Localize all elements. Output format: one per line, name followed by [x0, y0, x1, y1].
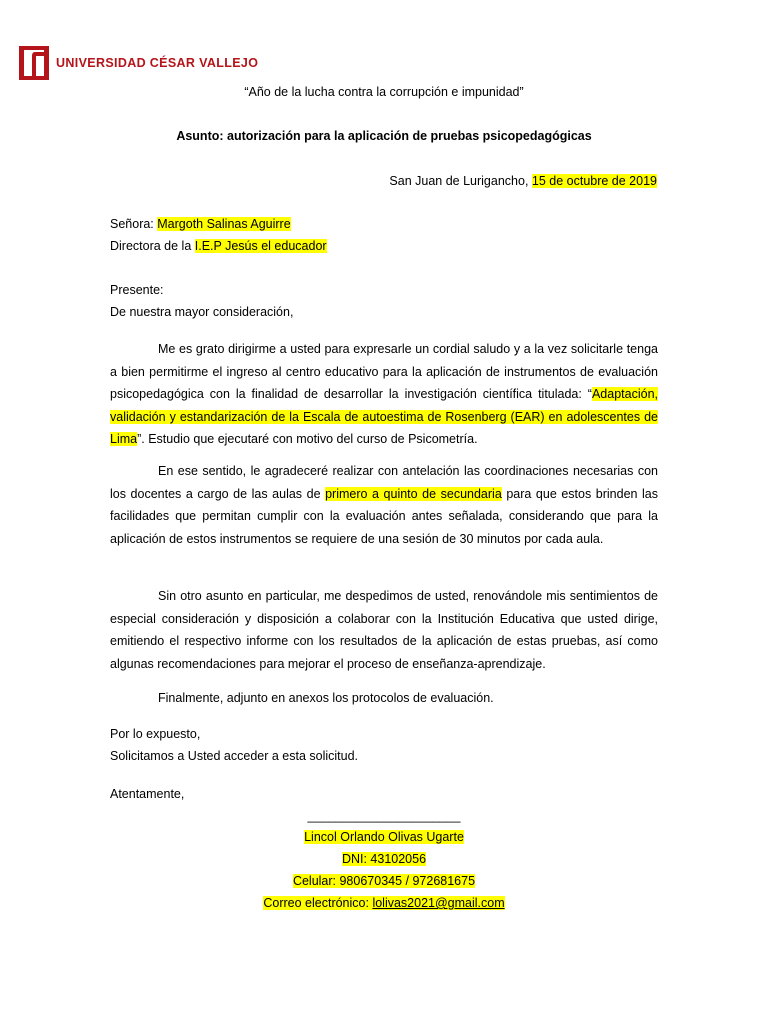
present-line: Presente: [110, 283, 164, 297]
paragraph-1 [110, 338, 658, 451]
paragraph-2-end: para que estos brinden las facilidades que permitan cumplir con la evaluación antes señalada, considerando que para la aplicación de estos instrumentos se requiere de una sesión de 30 minutos por cada aula. [110, 486, 659, 546]
paragraph-1-end: ”. Estudio que ejecutaré con motivo del curso de Psicometría. [137, 432, 478, 446]
closing-expuesto: Por lo expuesto, [110, 727, 201, 741]
ucv-logo-icon [19, 46, 49, 80]
signature-email-link[interactable]: lolivas2021@gmail.com [372, 896, 505, 910]
paragraph-2 [110, 460, 658, 550]
letter-subject: Asunto: autorización para la aplicación de pruebas psicopedagógicas [176, 129, 592, 143]
research-title: Adaptación, validación y estandarización de la Escala de autoestima de Rosenberg (EAR) en adolescentes de Lima [110, 387, 658, 446]
paragraph-2-start: En ese sentido, le agradeceré realizar con antelación las coordinaciones necesarias con los docentes a cargo de las aulas de [110, 464, 658, 501]
date-place: San Juan de Lurigancho, [389, 174, 532, 188]
signature-name-row [0, 830, 768, 844]
signature-phone: Celular: 980670345 / 972681675 [292, 874, 476, 888]
signature-phone-row [0, 874, 768, 888]
signature-email-row [0, 896, 768, 910]
closing-atentamente: Atentamente, [110, 787, 185, 801]
paragraph-3: Sin otro asunto en particular, me despedimos de usted, renovándole mis sentimientos de especial consideración y disposición a colaborar con la Institución Educativa que usted dirige, emitiendo el respectivo informe con los resultados de la aplicación de estas pruebas, así como algunas recomendaciones para mejorar el proceso de enseñanza-aprendizaje. [110, 589, 658, 671]
paragraph-1-start: Me es grato dirigirme a usted para expresarle un cordial saludo y a la vez solicitarle tenga a bien permitirme el ingreso al centro educativo para la aplicación de instrumentos de evaluación psicopedagógica con la finalidad de desarrollar la investigación científica titulada: “ [110, 342, 658, 401]
recipient-title-line [110, 239, 327, 253]
paragraph-4: Finalmente, adjunto en anexos los protocolos de evaluación. [158, 691, 494, 705]
signature-email-label: Correo electrónico: [263, 896, 373, 910]
recipient-title-prefix: Directora de la [110, 239, 195, 253]
recipient-name-line [110, 217, 291, 231]
consideration-line: De nuestra mayor consideración, [110, 305, 294, 319]
date-line [389, 174, 657, 188]
recipient-name: Margoth Salinas Aguirre [157, 217, 291, 231]
recipient-label: Señora: [110, 217, 158, 231]
university-name: UNIVERSIDAD CÉSAR VALLEJO [56, 56, 259, 70]
signature-name: Lincol Orlando Olivas Ugarte [304, 830, 464, 844]
signature-dni: DNI: 43102056 [341, 852, 427, 866]
closing-solicitamos: Solicitamos a Usted acceder a esta solicitud. [110, 749, 359, 763]
signature-line: ______________________ [307, 809, 461, 823]
signature-dni-row [0, 852, 768, 866]
date-value: 15 de octubre de 2019 [531, 174, 657, 188]
grades-range: primero a quinto de secundaria [325, 486, 502, 501]
year-motto: “Año de la lucha contra la corrupción e impunidad” [244, 85, 524, 99]
recipient-school: I.E.P Jesús el educador [194, 239, 327, 253]
university-logo [19, 46, 258, 80]
